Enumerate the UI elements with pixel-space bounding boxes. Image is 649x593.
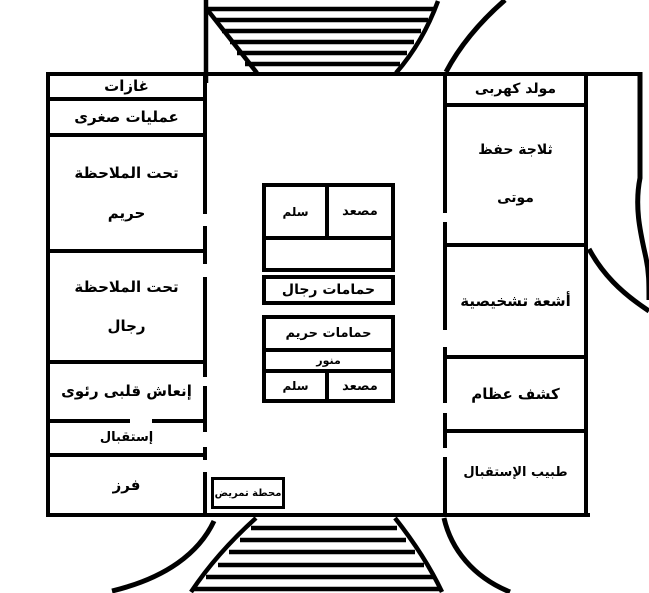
door-gap — [442, 403, 448, 413]
stairs-upper — [266, 187, 325, 236]
door-gap — [202, 214, 208, 226]
lightwell — [266, 352, 391, 369]
wall-divider — [266, 236, 391, 240]
room-observation-men — [50, 253, 203, 364]
nursing-station-label-cell — [214, 480, 282, 506]
room-observation-women — [50, 137, 203, 253]
mens-bathrooms — [262, 275, 395, 305]
elevator-label: مصعد — [342, 204, 378, 219]
stairs-label: سلم — [282, 204, 309, 219]
room-electric-generator — [447, 76, 584, 107]
lightwell-label: منور — [316, 354, 341, 367]
room-label: إستقبال — [99, 429, 154, 445]
room-minor-operations — [50, 101, 203, 137]
door-gap — [202, 264, 208, 277]
door-gap — [202, 377, 208, 386]
door-gap — [442, 448, 448, 457]
room-label: غازات — [104, 77, 149, 96]
room-label: إنعاش قلبى رئوى — [61, 382, 192, 401]
room-cpr — [50, 364, 203, 423]
room-label-line1: تحت الملاحظة — [74, 163, 179, 182]
room-label-line1: ثلاجة حفظ — [478, 142, 553, 159]
room-diagnostic-xray — [447, 247, 584, 359]
room-label: فرز — [112, 475, 141, 494]
room-label: مولد كهربى — [474, 80, 557, 97]
bathrooms-label-cell — [266, 279, 391, 301]
room-label: كشف عظام — [471, 384, 560, 403]
room-reception — [50, 423, 203, 457]
door-gap — [202, 432, 208, 447]
elevator-upper — [329, 187, 391, 236]
bathrooms-label: حمامات رجال — [281, 282, 376, 298]
room-label-line1: تحت الملاحظة — [74, 278, 179, 296]
room-morgue-fridge — [447, 107, 584, 247]
left-wing — [46, 72, 207, 517]
room-label: أشعة تشخيصية — [460, 291, 571, 310]
room-label: طبيب الإستقبال — [463, 464, 568, 480]
room-label: عمليات صغرى — [74, 107, 179, 126]
room-label-line2: رجال — [107, 316, 146, 335]
stairs-lower — [266, 373, 325, 399]
womens-bathrooms — [266, 319, 391, 348]
nursing-station — [211, 477, 285, 509]
core-upper-block — [262, 183, 395, 272]
elevator-label: مصعد — [342, 378, 378, 394]
room-triage — [50, 457, 203, 513]
room-gases — [50, 76, 203, 101]
room-label-line2: حريم — [107, 203, 146, 222]
elevator-lower — [329, 373, 391, 399]
bathrooms-label: حمامات حريم — [285, 326, 372, 341]
right-wing — [443, 72, 588, 517]
door-gap — [442, 330, 448, 347]
door-gap — [442, 213, 448, 222]
room-label-line2: موتى — [497, 190, 534, 207]
bottom-staircase — [191, 518, 442, 592]
room-bone-exam — [447, 359, 584, 433]
nursing-station-label: محطة تمريض — [214, 487, 282, 499]
door-gap — [202, 460, 208, 472]
core-lower-block — [262, 315, 395, 403]
door-gap — [130, 419, 152, 423]
top-staircase — [206, 0, 438, 83]
room-reception-doctor — [447, 433, 584, 513]
stairs-label: سلم — [282, 379, 309, 393]
